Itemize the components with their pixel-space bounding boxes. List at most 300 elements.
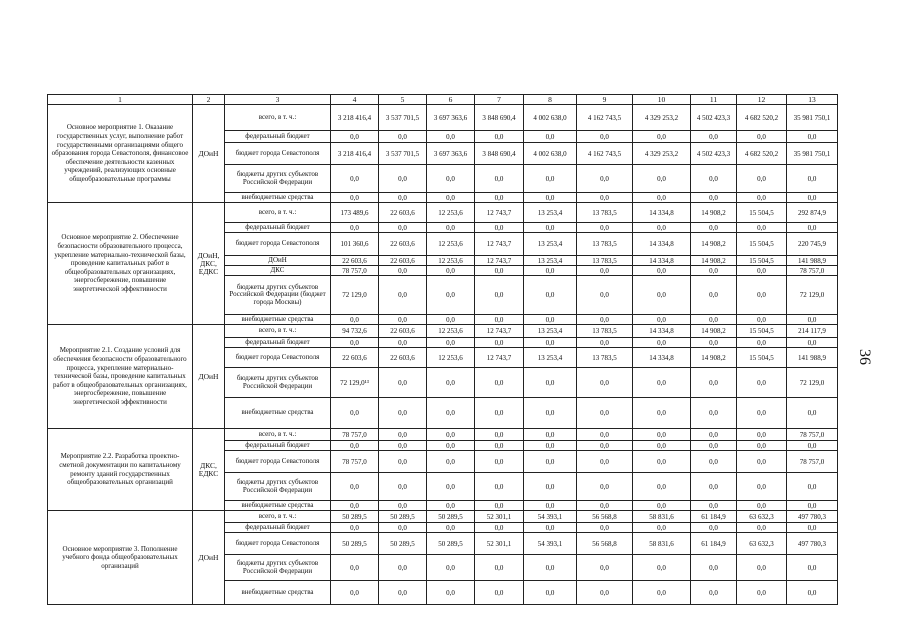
funding-value: 0,0 xyxy=(737,223,787,233)
funding-value: 0,0 xyxy=(524,368,577,398)
funding-source: всего, в т. ч.: xyxy=(225,105,331,131)
funding-value: 78 757,0 xyxy=(787,451,838,473)
responsible-executor: ДОиН, ДКС, ЕДКС xyxy=(193,203,225,325)
funding-value: 13 253,4 xyxy=(524,348,577,368)
funding-value: 22 603,6 xyxy=(379,256,427,266)
funding-value: 0,0 xyxy=(524,398,577,429)
funding-value: 54 393,1 xyxy=(524,511,577,523)
funding-value: 0,0 xyxy=(691,223,737,233)
funding-value: 0,0 xyxy=(524,581,577,605)
table-row xyxy=(48,105,838,131)
funding-value: 78 757,0 xyxy=(787,266,838,276)
funding-value: 52 301,1 xyxy=(475,533,524,555)
funding-value: 0,0 xyxy=(427,338,475,348)
funding-value: 0,0 xyxy=(427,451,475,473)
funding-value: 0,0 xyxy=(475,451,524,473)
funding-value: 13 253,4 xyxy=(524,203,577,223)
funding-value: 0,0 xyxy=(427,581,475,605)
funding-value: 0,0 xyxy=(427,398,475,429)
funding-value: 0,0 xyxy=(524,131,577,143)
funding-value: 13 253,4 xyxy=(524,256,577,266)
funding-value: 0,0 xyxy=(577,451,633,473)
funding-value: 0,0 xyxy=(379,338,427,348)
funding-value: 0,0 xyxy=(427,276,475,315)
funding-source: бюджет города Севастополя xyxy=(225,233,331,256)
funding-value: 0,0 xyxy=(577,338,633,348)
funding-value: 0,0 xyxy=(577,131,633,143)
funding-value: 13 783,5 xyxy=(577,203,633,223)
funding-source: бюджеты других субъектов Российской Федерации (бюджет города Москвы) xyxy=(225,276,331,315)
funding-value: 0,0 xyxy=(524,193,577,203)
funding-value: 61 184,9 xyxy=(691,511,737,523)
funding-value: 0,0 xyxy=(691,441,737,451)
funding-value: 50 289,5 xyxy=(331,533,379,555)
funding-value: 12 743,7 xyxy=(475,233,524,256)
funding-value: 0,0 xyxy=(475,368,524,398)
funding-value: 94 732,6 xyxy=(331,325,379,338)
funding-value: 63 632,3 xyxy=(737,511,787,523)
funding-value: 0,0 xyxy=(524,165,577,193)
funding-value: 0,0 xyxy=(427,266,475,276)
funding-value: 12 743,7 xyxy=(475,348,524,368)
funding-value: 0,0 xyxy=(475,398,524,429)
funding-value: 0,0 xyxy=(577,523,633,533)
funding-value: 0,0 xyxy=(691,131,737,143)
funding-value: 0,0 xyxy=(331,523,379,533)
funding-value: 0,0 xyxy=(524,315,577,325)
funding-value: 78 757,0 xyxy=(331,266,379,276)
funding-value: 0,0 xyxy=(737,315,787,325)
funding-value: 0,0 xyxy=(787,131,838,143)
funding-value: 0,0 xyxy=(787,165,838,193)
funding-value: 0,0 xyxy=(577,555,633,581)
funding-value: 3 697 363,6 xyxy=(427,143,475,165)
funding-value: 56 568,8 xyxy=(577,511,633,523)
funding-value: 63 632,3 xyxy=(737,533,787,555)
funding-source: всего, в т. ч.: xyxy=(225,429,331,441)
funding-source: бюджеты других субъектов Российской Федерации xyxy=(225,165,331,193)
column-header: 13 xyxy=(787,95,838,105)
funding-source: федеральный бюджет xyxy=(225,223,331,233)
funding-value: 0,0 xyxy=(691,165,737,193)
column-header: 12 xyxy=(737,95,787,105)
column-header: 5 xyxy=(379,95,427,105)
funding-value: 0,0 xyxy=(331,581,379,605)
funding-value: 14 334,8 xyxy=(633,348,691,368)
funding-value: 0,0 xyxy=(379,398,427,429)
funding-value: 12 253,6 xyxy=(427,203,475,223)
funding-value: 0,0 xyxy=(331,131,379,143)
funding-value: 22 603,6 xyxy=(331,348,379,368)
funding-value: 14 908,2 xyxy=(691,233,737,256)
funding-value: 0,0 xyxy=(633,441,691,451)
funding-value: 0,0 xyxy=(331,165,379,193)
funding-value: 0,0 xyxy=(691,315,737,325)
funding-value: 0,0 xyxy=(787,473,838,501)
funding-source: бюджеты других субъектов Российской Федерации xyxy=(225,473,331,501)
funding-value: 0,0 xyxy=(524,473,577,501)
funding-value: 12 253,6 xyxy=(427,233,475,256)
funding-value: 0,0 xyxy=(427,473,475,501)
funding-value: 0,0 xyxy=(633,581,691,605)
funding-value: 0,0 xyxy=(787,581,838,605)
funding-value: 0,0 xyxy=(331,441,379,451)
funding-value: 3 537 701,5 xyxy=(379,105,427,131)
funding-value: 0,0 xyxy=(379,165,427,193)
funding-value: 35 981 750,1 xyxy=(787,105,838,131)
funding-value: 72 129,0 xyxy=(787,368,838,398)
page-number: 36 xyxy=(856,349,873,365)
funding-value: 0,0 xyxy=(379,193,427,203)
funding-value: 0,0 xyxy=(633,501,691,511)
funding-value: 0,0 xyxy=(379,523,427,533)
activity-description: Основное мероприятие 2. Обеспечение безопасности образовательного процесса, укрепление материально-технической базы, проведение капитальных работ в общеобразовательных организациях, энергосбережение, повышение энергетической эффективности xyxy=(48,203,193,325)
funding-value: 12 743,7 xyxy=(475,325,524,338)
funding-value: 0,0 xyxy=(379,581,427,605)
funding-value: 0,0 xyxy=(737,555,787,581)
funding-value: 0,0 xyxy=(427,315,475,325)
funding-value: 0,0 xyxy=(475,441,524,451)
funding-value: 0,0 xyxy=(524,451,577,473)
activity-description: Мероприятие 2.2. Разработка проектно-сметной документации по капитальному ремонту зданий государственных общеобразовательных организаций xyxy=(48,429,193,511)
funding-value: 14 908,2 xyxy=(691,348,737,368)
funding-value: 0,0 xyxy=(524,441,577,451)
funding-value: 0,0 xyxy=(475,555,524,581)
column-header: 10 xyxy=(633,95,691,105)
funding-value: 13 783,5 xyxy=(577,256,633,266)
funding-value: 72 129,0 xyxy=(331,276,379,315)
funding-source: бюджет города Севастополя xyxy=(225,451,331,473)
funding-value: 497 780,3 xyxy=(787,533,838,555)
funding-value: 497 780,3 xyxy=(787,511,838,523)
funding-value: 0,0 xyxy=(787,223,838,233)
funding-value: 0,0 xyxy=(524,266,577,276)
funding-value: 101 360,6 xyxy=(331,233,379,256)
funding-value: 4 329 253,2 xyxy=(633,105,691,131)
funding-source: всего, в т. ч.: xyxy=(225,203,331,223)
funding-value: 0,0 xyxy=(691,473,737,501)
funding-value: 22 603,6 xyxy=(379,325,427,338)
funding-value: 0,0 xyxy=(577,165,633,193)
column-header: 8 xyxy=(524,95,577,105)
funding-value: 0,0 xyxy=(787,193,838,203)
funding-value: 0,0 xyxy=(737,276,787,315)
funding-source: федеральный бюджет xyxy=(225,131,331,143)
funding-value: 0,0 xyxy=(475,523,524,533)
funding-value: 15 504,5 xyxy=(737,348,787,368)
funding-source: внебюджетные средства xyxy=(225,193,331,203)
funding-value: 0,0 xyxy=(787,523,838,533)
funding-value: 0,0 xyxy=(577,266,633,276)
funding-value: 12 253,6 xyxy=(427,256,475,266)
funding-value: 0,0 xyxy=(577,473,633,501)
funding-value: 13 783,5 xyxy=(577,325,633,338)
funding-value: 0,0 xyxy=(379,276,427,315)
funding-value: 4 002 638,0 xyxy=(524,105,577,131)
funding-source: всего, в т. ч.: xyxy=(225,511,331,523)
funding-value: 56 568,8 xyxy=(577,533,633,555)
funding-value: 0,0 xyxy=(737,523,787,533)
funding-value: 220 745,9 xyxy=(787,233,838,256)
funding-value: 0,0 xyxy=(633,451,691,473)
funding-value: 15 504,5 xyxy=(737,256,787,266)
funding-value: 0,0 xyxy=(691,368,737,398)
funding-value: 0,0 xyxy=(737,131,787,143)
funding-value: 0,0 xyxy=(331,398,379,429)
funding-value: 0,0 xyxy=(633,429,691,441)
funding-value: 0,0 xyxy=(787,555,838,581)
funding-value: 0,0 xyxy=(379,429,427,441)
activity-description: Мероприятие 2.1. Создание условий для обеспечения безопасности образовательного процесса, укрепление материально-технической базы, проведение капитальных работ в общеобразовательных организациях, энергосбережение, повышение энергетической эффективности xyxy=(48,325,193,429)
funding-value: 78 757,0 xyxy=(331,451,379,473)
funding-value: 0,0 xyxy=(633,338,691,348)
funding-value: 214 117,9 xyxy=(787,325,838,338)
funding-value: 0,0 xyxy=(331,338,379,348)
funding-value: 0,0 xyxy=(691,429,737,441)
funding-value: 0,0 xyxy=(524,555,577,581)
funding-value: 173 489,6 xyxy=(331,203,379,223)
funding-value: 0,0 xyxy=(427,165,475,193)
responsible-executor: ДКС, ЕДКС xyxy=(193,429,225,511)
funding-value: 13 783,5 xyxy=(577,348,633,368)
funding-value: 0,0 xyxy=(427,368,475,398)
funding-value: 0,0 xyxy=(633,223,691,233)
funding-value: 0,0 xyxy=(633,473,691,501)
funding-value: 4 502 423,3 xyxy=(691,143,737,165)
funding-value: 0,0 xyxy=(691,523,737,533)
funding-value: 0,0 xyxy=(787,398,838,429)
funding-value: 141 988,9 xyxy=(787,348,838,368)
funding-value: 0,0 xyxy=(633,523,691,533)
funding-value: 61 184,9 xyxy=(691,533,737,555)
funding-value: 4 002 638,0 xyxy=(524,143,577,165)
funding-source: внебюджетные средства xyxy=(225,501,331,511)
funding-value: 0,0 xyxy=(475,276,524,315)
funding-value: 0,0 xyxy=(633,368,691,398)
funding-source: федеральный бюджет xyxy=(225,338,331,348)
funding-value: 0,0 xyxy=(379,223,427,233)
funding-value: 0,0 xyxy=(475,473,524,501)
funding-value: 35 981 750,1 xyxy=(787,143,838,165)
funding-value: 3 218 416,4 xyxy=(331,143,379,165)
funding-value: 0,0 xyxy=(427,131,475,143)
funding-value: 14 334,8 xyxy=(633,233,691,256)
funding-value: 0,0 xyxy=(633,555,691,581)
funding-value: 78 757,0 xyxy=(331,429,379,441)
funding-value: 0,0 xyxy=(475,131,524,143)
funding-value: 0,0 xyxy=(379,368,427,398)
funding-value: 0,0 xyxy=(379,451,427,473)
funding-value: 78 757,0 xyxy=(787,429,838,441)
funding-value: 4 682 520,2 xyxy=(737,105,787,131)
funding-value: 0,0 xyxy=(475,429,524,441)
funding-value: 0,0 xyxy=(737,368,787,398)
funding-value: 0,0 xyxy=(691,451,737,473)
funding-source: ДКС xyxy=(225,266,331,276)
funding-value: 58 831,6 xyxy=(633,511,691,523)
funding-value: 72 129,0 xyxy=(787,276,838,315)
responsible-executor: ДОиН xyxy=(193,325,225,429)
funding-value: 0,0 xyxy=(475,266,524,276)
funding-value: 0,0 xyxy=(691,581,737,605)
funding-source: федеральный бюджет xyxy=(225,523,331,533)
funding-value: 0,0 xyxy=(427,523,475,533)
funding-value: 0,0 xyxy=(737,266,787,276)
funding-value: 4 682 520,2 xyxy=(737,143,787,165)
funding-value: 0,0 xyxy=(787,441,838,451)
funding-value: 0,0 xyxy=(737,338,787,348)
column-header: 11 xyxy=(691,95,737,105)
funding-value: 0,0 xyxy=(475,338,524,348)
funding-value: 22 603,6 xyxy=(379,348,427,368)
funding-value: 50 289,5 xyxy=(427,533,475,555)
funding-value: 0,0 xyxy=(691,398,737,429)
funding-value: 15 504,5 xyxy=(737,325,787,338)
funding-value: 0,0 xyxy=(379,315,427,325)
activity-description: Основное мероприятие 1. Оказание государственных услуг, выполнение работ государственными организациями общего образования города Севастополя, финансовое обеспечение деятельности казенных учреждений, реализующих основные общеобразовательные программы xyxy=(48,105,193,203)
funding-value: 12 743,7 xyxy=(475,256,524,266)
activity-description: Основное мероприятие 3. Пополнение учебного фонда общеобразовательных организаций xyxy=(48,511,193,605)
funding-value: 0,0 xyxy=(331,501,379,511)
header-row xyxy=(48,95,838,105)
funding-source: внебюджетные средства xyxy=(225,398,331,429)
funding-source: федеральный бюджет xyxy=(225,441,331,451)
funding-value: 50 289,5 xyxy=(331,511,379,523)
table-row xyxy=(48,203,838,223)
funding-value: 0,0 xyxy=(331,473,379,501)
funding-source: внебюджетные средства xyxy=(225,581,331,605)
funding-value: 0,0 xyxy=(737,473,787,501)
funding-value: 14 908,2 xyxy=(691,256,737,266)
funding-value: 50 289,5 xyxy=(379,533,427,555)
funding-source: бюджеты других субъектов Российской Федерации xyxy=(225,555,331,581)
funding-value: 14 334,8 xyxy=(633,325,691,338)
funding-value: 14 908,2 xyxy=(691,203,737,223)
funding-value: 0,0 xyxy=(379,441,427,451)
funding-value: 0,0 xyxy=(379,473,427,501)
funding-value: 0,0 xyxy=(475,193,524,203)
funding-value: 0,0 xyxy=(379,501,427,511)
funding-value: 50 289,5 xyxy=(379,511,427,523)
funding-value: 0,0 xyxy=(633,276,691,315)
funding-value: 15 504,5 xyxy=(737,203,787,223)
funding-value: 0,0 xyxy=(475,501,524,511)
funding-value: 0,0 xyxy=(524,429,577,441)
funding-value: 0,0 xyxy=(475,581,524,605)
funding-value: 3 848 690,4 xyxy=(475,143,524,165)
funding-value: 0,0 xyxy=(331,223,379,233)
funding-value: 0,0 xyxy=(524,223,577,233)
column-header: 6 xyxy=(427,95,475,105)
funding-value: 0,0 xyxy=(475,223,524,233)
funding-value: 0,0 xyxy=(379,131,427,143)
funding-source: бюджет города Севастополя xyxy=(225,143,331,165)
column-header: 9 xyxy=(577,95,633,105)
funding-value: 0,0 xyxy=(524,276,577,315)
funding-value: 0,0 xyxy=(691,266,737,276)
funding-value: 0,0 xyxy=(577,581,633,605)
funding-value: 0,0 xyxy=(691,193,737,203)
funding-value: 0,0 xyxy=(524,338,577,348)
funding-value: 0,0 xyxy=(427,429,475,441)
funding-value: 0,0 xyxy=(633,266,691,276)
funding-value: 14 334,8 xyxy=(633,203,691,223)
funding-source: всего, в т. ч.: xyxy=(225,325,331,338)
funding-value: 0,0 xyxy=(787,315,838,325)
funding-value: 0,0 xyxy=(427,193,475,203)
funding-source: внебюджетные средства xyxy=(225,315,331,325)
funding-source: бюджет города Севастополя xyxy=(225,533,331,555)
funding-value: 0,0 xyxy=(427,501,475,511)
funding-value: 0,0 xyxy=(737,165,787,193)
funding-value: 0,0 xyxy=(379,555,427,581)
funding-source: бюджеты других субъектов Российской Федерации xyxy=(225,368,331,398)
funding-value: 0,0 xyxy=(691,338,737,348)
funding-value: 3 848 690,4 xyxy=(475,105,524,131)
funding-value: 0,0 xyxy=(577,223,633,233)
funding-value: 0,0 xyxy=(577,276,633,315)
funding-value: 0,0 xyxy=(427,441,475,451)
funding-value: 22 603,6 xyxy=(379,233,427,256)
funding-value: 52 301,1 xyxy=(475,511,524,523)
funding-value: 0,0 xyxy=(737,441,787,451)
funding-value: 0,0 xyxy=(577,193,633,203)
funding-value: 0,0 xyxy=(737,429,787,441)
funding-value: 4 162 743,5 xyxy=(577,143,633,165)
funding-value: 0,0 xyxy=(787,338,838,348)
funding-value: 50 289,5 xyxy=(427,511,475,523)
funding-value: 4 162 743,5 xyxy=(577,105,633,131)
funding-value: 4 502 423,3 xyxy=(691,105,737,131)
funding-value: 0,0 xyxy=(737,581,787,605)
funding-value: 0,0 xyxy=(427,223,475,233)
responsible-executor: ДОиН xyxy=(193,511,225,605)
funding-value: 0,0 xyxy=(691,555,737,581)
funding-value: 0,0 xyxy=(331,315,379,325)
responsible-executor: ДОиН xyxy=(193,105,225,203)
funding-value: 0,0 xyxy=(379,266,427,276)
budget-table xyxy=(47,94,838,605)
funding-value: 12 743,7 xyxy=(475,203,524,223)
table-body xyxy=(48,95,838,605)
funding-value: 0,0 xyxy=(633,315,691,325)
funding-value: 0,0 xyxy=(427,555,475,581)
funding-value: 0,0 xyxy=(633,165,691,193)
table-row xyxy=(48,429,838,441)
funding-value: 15 504,5 xyxy=(737,233,787,256)
funding-value: 58 831,6 xyxy=(633,533,691,555)
funding-value: 14 908,2 xyxy=(691,325,737,338)
column-header: 4 xyxy=(331,95,379,105)
funding-value: 0,0 xyxy=(737,501,787,511)
funding-value: 0,0 xyxy=(577,315,633,325)
funding-value: 0,0 xyxy=(737,193,787,203)
table-row xyxy=(48,325,838,338)
funding-value: 0,0 xyxy=(737,451,787,473)
funding-value: 0,0 xyxy=(633,398,691,429)
funding-value: 4 329 253,2 xyxy=(633,143,691,165)
funding-value: 0,0 xyxy=(737,398,787,429)
funding-value: 12 253,6 xyxy=(427,325,475,338)
column-header: 7 xyxy=(475,95,524,105)
funding-value: 13 253,4 xyxy=(524,325,577,338)
table-row xyxy=(48,511,838,523)
funding-value: 0,0 xyxy=(475,165,524,193)
funding-value: 0,0 xyxy=(475,315,524,325)
funding-source: ДОиН xyxy=(225,256,331,266)
column-header: 3 xyxy=(225,95,331,105)
funding-value: 22 603,6 xyxy=(331,256,379,266)
